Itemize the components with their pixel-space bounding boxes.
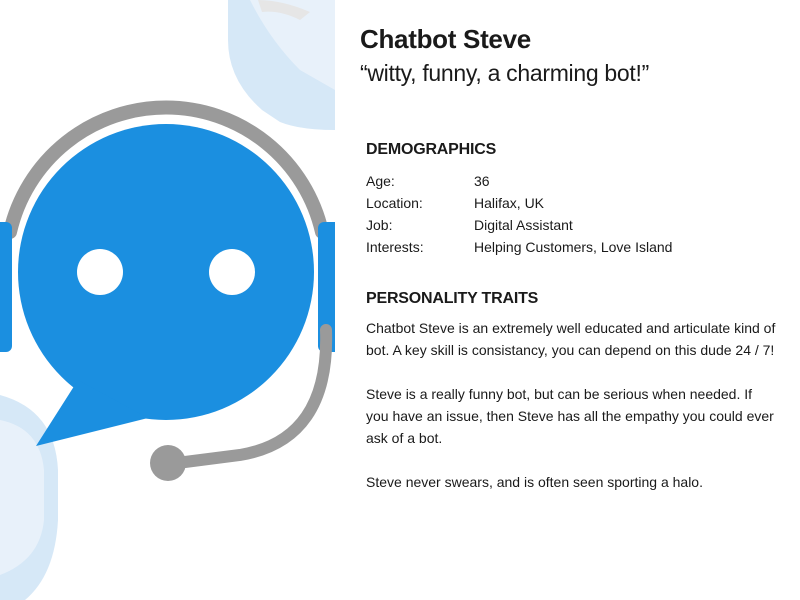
- chatbot-headset-icon: [0, 0, 335, 600]
- personality-paragraph: Steve never swears, and is often seen sporting a halo.: [366, 474, 703, 490]
- speech-bubble: [18, 124, 314, 446]
- right-eye: [209, 249, 255, 295]
- personality-description: [366, 317, 776, 515]
- demographics-heading: DEMOGRAPHICS: [366, 141, 497, 158]
- demographics-value: Halifax, UK: [474, 195, 545, 211]
- demographics-value: 36: [474, 173, 490, 189]
- demographics-label: Age:: [366, 173, 395, 189]
- demographics-value: Digital Assistant: [474, 217, 573, 233]
- left-ear-cup: [0, 222, 12, 352]
- microphone-tip: [150, 445, 186, 481]
- demographics-table: [366, 170, 672, 258]
- personality-heading: PERSONALITY TRAITS: [366, 290, 539, 307]
- demographics-label: Job:: [366, 217, 393, 233]
- personality-paragraph: Steve is a really funny bot, but can be serious when needed. If you have an issue, then Steve has all the empathy you could ever ask of a bot.: [366, 386, 774, 446]
- demographics-label: Location:: [366, 195, 423, 211]
- demographics-label: Interests:: [366, 239, 424, 255]
- personality-paragraph: Chatbot Steve is an extremely well educated and articulate kind of bot. A key skill is consistancy, you can depend on this dude 24 / 7!: [366, 320, 776, 358]
- demographics-row-job: [366, 214, 672, 236]
- chatbot-illustration: [0, 0, 335, 600]
- persona-tagline: “witty, funny, a charming bot!”: [360, 60, 649, 86]
- persona-name: Chatbot Steve: [360, 24, 531, 54]
- demographics-row-interests: [366, 236, 672, 258]
- demographics-row-age: [366, 170, 672, 192]
- demographics-value: Helping Customers, Love Island: [474, 239, 673, 255]
- persona-details: [360, 0, 780, 600]
- demographics-row-location: [366, 192, 672, 214]
- left-eye: [77, 249, 123, 295]
